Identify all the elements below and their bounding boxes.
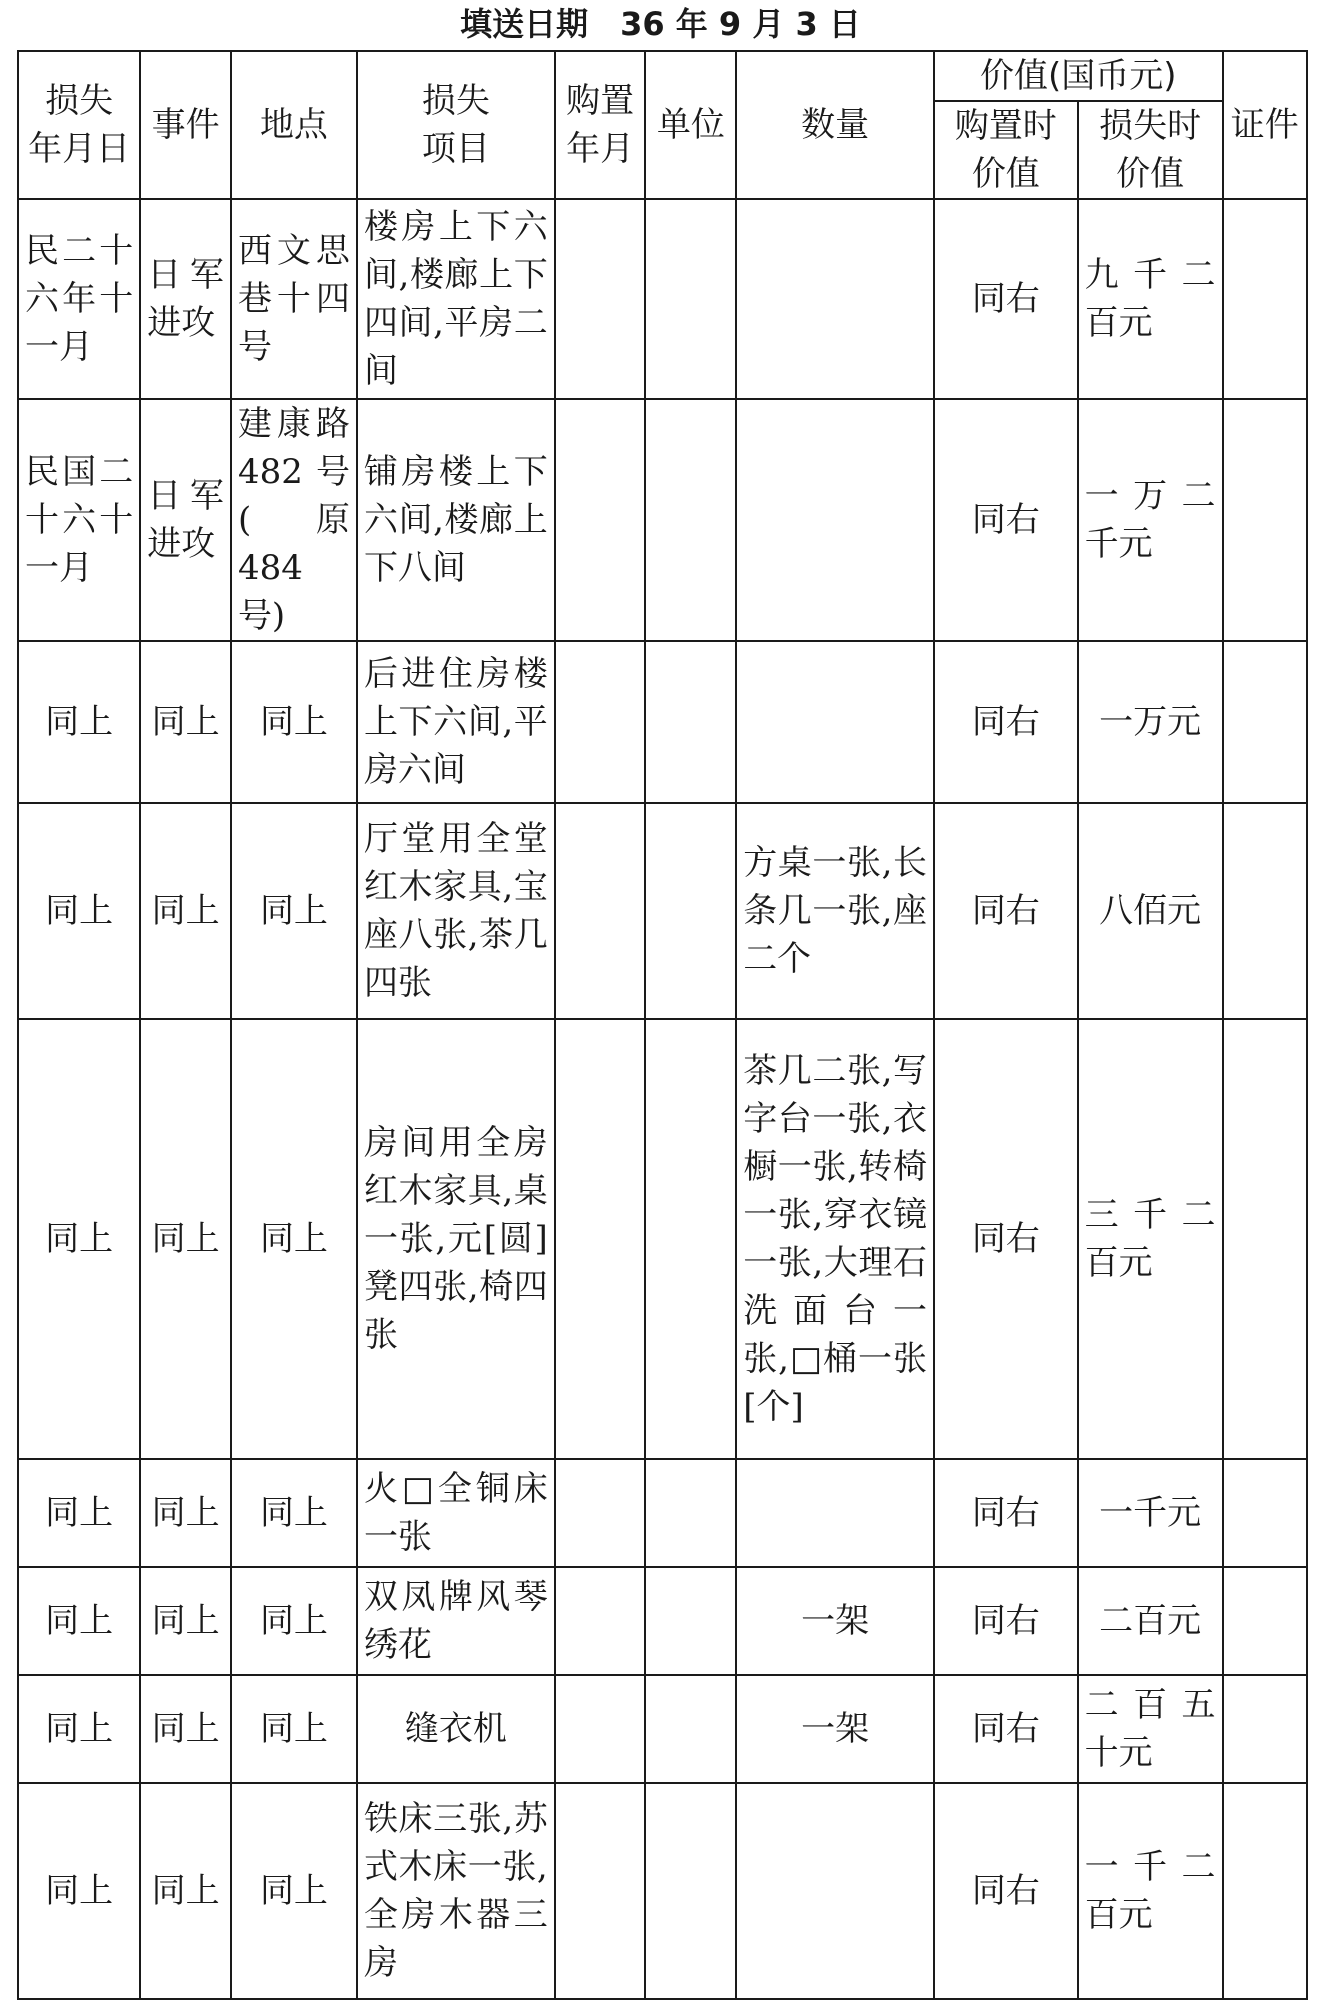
cell-certificate — [1223, 1459, 1307, 1567]
header-unit: 单位 — [645, 51, 736, 199]
cell-place: 同上 — [231, 1783, 357, 1999]
cell-event: 同上 — [140, 1783, 231, 1999]
cell-loss-date: 同上 — [18, 1783, 140, 1999]
cell-event: 日军进攻 — [140, 399, 231, 641]
cell-event: 同上 — [140, 1567, 231, 1675]
cell-purchase-value: 同右 — [934, 1459, 1078, 1567]
loss-table — [17, 50, 1308, 2000]
cell-loss-date: 同上 — [18, 1675, 140, 1783]
cell-quantity: 一架 — [736, 1567, 934, 1675]
cell-quantity — [736, 199, 934, 399]
cell-unit — [645, 1675, 736, 1783]
cell-purchase-date — [555, 641, 646, 803]
cell-place: 同上 — [231, 803, 357, 1019]
cell-unit — [645, 641, 736, 803]
cell-purchase-date — [555, 803, 646, 1019]
table-row — [18, 1019, 1307, 1459]
cell-event: 同上 — [140, 1459, 231, 1567]
cell-event: 同上 — [140, 1675, 231, 1783]
header-value-group: 价值(国币元) — [934, 51, 1223, 101]
cell-loss-date: 同上 — [18, 1019, 140, 1459]
cell-purchase-date — [555, 1019, 646, 1459]
cell-loss-date: 同上 — [18, 1459, 140, 1567]
cell-unit — [645, 803, 736, 1019]
cell-purchase-value: 同右 — [934, 803, 1078, 1019]
cell-loss-value: 三千二百元 — [1078, 1019, 1223, 1459]
header-loss-value: 损失时 价值 — [1078, 101, 1223, 199]
cell-loss-date: 同上 — [18, 803, 140, 1019]
cell-purchase-date — [555, 399, 646, 641]
cell-item: 缝衣机 — [357, 1675, 555, 1783]
cell-loss-value: 九千二百元 — [1078, 199, 1223, 399]
cell-item: 后进住房楼上下六间,平房六间 — [357, 641, 555, 803]
cell-loss-value: 二百五十元 — [1078, 1675, 1223, 1783]
cell-certificate — [1223, 641, 1307, 803]
cell-unit — [645, 399, 736, 641]
cell-certificate — [1223, 1567, 1307, 1675]
cell-place: 西文思巷十四号 — [231, 199, 357, 399]
fill-date: 填送日期 36 年 9 月 3 日 — [460, 5, 861, 43]
cell-item: 铺房楼上下六间,楼廊上下八间 — [357, 399, 555, 641]
cell-place: 同上 — [231, 1567, 357, 1675]
cell-item: 楼房上下六间,楼廊上下四间,平房二间 — [357, 199, 555, 399]
cell-item: 房间用全房红木家具,桌一张,元[圆]凳四张,椅四张 — [357, 1019, 555, 1459]
cell-purchase-date — [555, 1567, 646, 1675]
cell-purchase-date — [555, 1675, 646, 1783]
table-row — [18, 199, 1307, 399]
header-quantity: 数量 — [736, 51, 934, 199]
cell-quantity: 一架 — [736, 1675, 934, 1783]
table-row — [18, 399, 1307, 641]
cell-event: 日军进攻 — [140, 199, 231, 399]
cell-item: 厅堂用全堂红木家具,宝座八张,茶几四张 — [357, 803, 555, 1019]
cell-quantity — [736, 641, 934, 803]
header-purchase-value: 购置时 价值 — [934, 101, 1078, 199]
table-row — [18, 641, 1307, 803]
cell-loss-value: 二百元 — [1078, 1567, 1223, 1675]
cell-place: 同上 — [231, 1675, 357, 1783]
header-place: 地点 — [231, 51, 357, 199]
table-row — [18, 803, 1307, 1019]
cell-unit — [645, 1783, 736, 1999]
cell-loss-date: 同上 — [18, 641, 140, 803]
cell-certificate — [1223, 1675, 1307, 1783]
table-row — [18, 1783, 1307, 1999]
cell-item: 双凤牌风琴绣花 — [357, 1567, 555, 1675]
cell-purchase-date — [555, 199, 646, 399]
table-row — [18, 1459, 1307, 1567]
cell-purchase-value: 同右 — [934, 1783, 1078, 1999]
cell-quantity — [736, 1459, 934, 1567]
cell-loss-value: 八佰元 — [1078, 803, 1223, 1019]
cell-loss-value: 一万二千元 — [1078, 399, 1223, 641]
cell-unit — [645, 1567, 736, 1675]
cell-loss-value: 一千二百元 — [1078, 1783, 1223, 1999]
cell-certificate — [1223, 199, 1307, 399]
cell-item: 铁床三张,苏式木床一张,全房木器三房 — [357, 1783, 555, 1999]
header-event: 事件 — [140, 51, 231, 199]
cell-quantity: 茶几二张,写字台一张,衣橱一张,转椅一张,穿衣镜一张,大理石洗面台一张,□桶一张[个] — [736, 1019, 934, 1459]
cell-quantity — [736, 399, 934, 641]
cell-certificate — [1223, 399, 1307, 641]
cell-loss-value: 一千元 — [1078, 1459, 1223, 1567]
cell-quantity: 方桌一张,长条几一张,座二个 — [736, 803, 934, 1019]
table-row — [18, 1567, 1307, 1675]
header-certificate: 证件 — [1223, 51, 1307, 199]
cell-unit — [645, 199, 736, 399]
cell-purchase-value: 同右 — [934, 641, 1078, 803]
cell-place: 建康路 482 号(原 484 号) — [231, 399, 357, 641]
cell-place: 同上 — [231, 1459, 357, 1567]
table-row — [18, 1675, 1307, 1783]
cell-certificate — [1223, 803, 1307, 1019]
cell-item: 火□全铜床一张 — [357, 1459, 555, 1567]
cell-place: 同上 — [231, 641, 357, 803]
cell-loss-date: 同上 — [18, 1567, 140, 1675]
cell-purchase-value: 同右 — [934, 1567, 1078, 1675]
cell-unit — [645, 1019, 736, 1459]
cell-quantity — [736, 1783, 934, 1999]
cell-purchase-date — [555, 1783, 646, 1999]
header-purchase-date: 购置 年月 — [555, 51, 646, 199]
cell-loss-value: 一万元 — [1078, 641, 1223, 803]
cell-event: 同上 — [140, 803, 231, 1019]
cell-loss-date: 民国二十六十一月 — [18, 399, 140, 641]
cell-event: 同上 — [140, 1019, 231, 1459]
cell-certificate — [1223, 1019, 1307, 1459]
cell-event: 同上 — [140, 641, 231, 803]
cell-unit — [645, 1459, 736, 1567]
cell-purchase-value: 同右 — [934, 199, 1078, 399]
cell-purchase-value: 同右 — [934, 399, 1078, 641]
cell-purchase-value: 同右 — [934, 1675, 1078, 1783]
header-item: 损失 项目 — [357, 51, 555, 199]
header-loss-date: 损失 年月日 — [18, 51, 140, 199]
cell-place: 同上 — [231, 1019, 357, 1459]
cell-purchase-value: 同右 — [934, 1019, 1078, 1459]
cell-certificate — [1223, 1783, 1307, 1999]
cell-loss-date: 民二十六年十一月 — [18, 199, 140, 399]
cell-purchase-date — [555, 1459, 646, 1567]
